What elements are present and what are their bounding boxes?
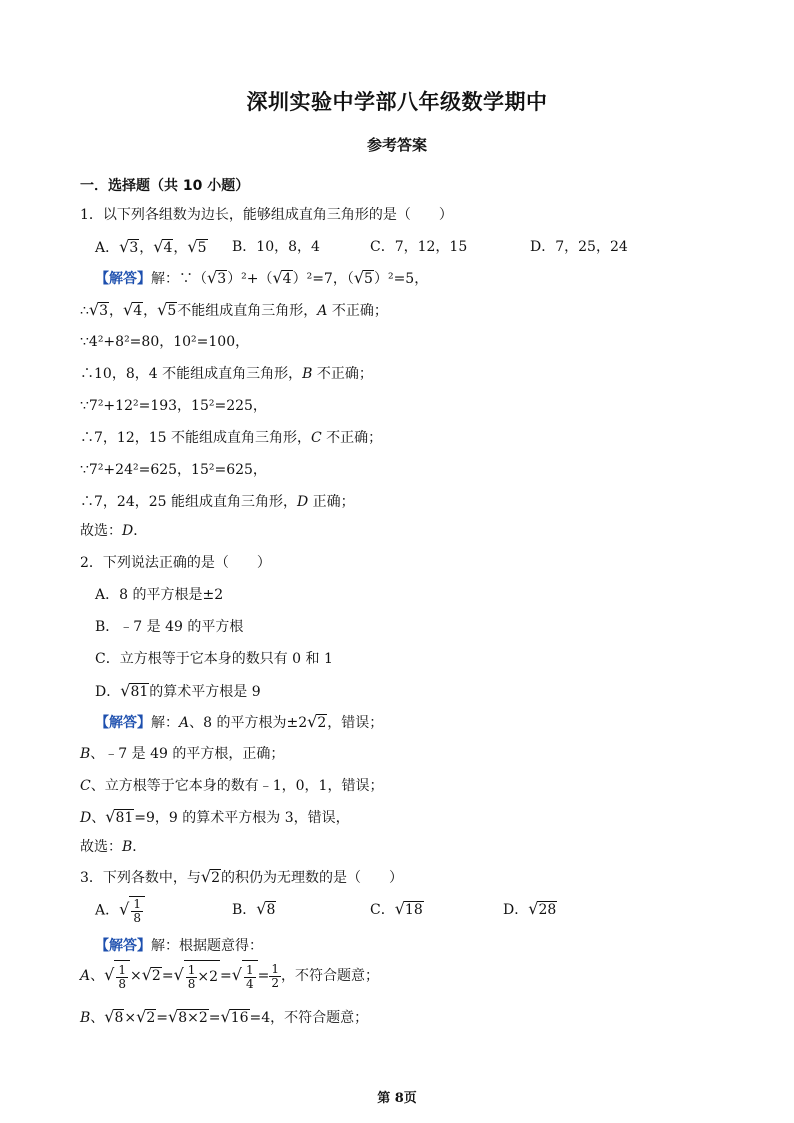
- q2-answer-line2: B、﹣7 是 49 的平方根，正确；: [80, 746, 285, 762]
- q1-option-d: D．7，25，24: [530, 239, 628, 255]
- q2-answer-line3: C、立方根等于它本身的数有﹣1，0，1，错误；: [80, 778, 384, 794]
- q1-option-c: C．7，12，15: [370, 239, 468, 255]
- answer-tag: 【解答】: [95, 271, 151, 287]
- q3-stem: 3．下列各数中，与√2的积仍为无理数的是（ ）: [80, 867, 404, 886]
- q2-option-c: C．立方根等于它本身的数只有 0 和 1: [95, 651, 333, 667]
- answer-tag: 【解答】: [95, 715, 151, 731]
- q2-stem: 2．下列说法正确的是（ ）: [80, 555, 271, 571]
- page-number: 第 8页: [377, 1091, 417, 1106]
- q3-answer-line1: 【解答】解：根据题意得：: [95, 938, 263, 954]
- q3-answer-line2: A、√ $\frac{1}{8}$ ×√2=√ $\frac{1}{8}$ ×2 =√ $\frac{1}{4}$ = $\frac{1}{2}$ ，不符合题意；: [80, 961, 379, 991]
- q1-answer-line5: ∵7²+12²=193，15²=225，: [80, 398, 267, 414]
- q1-answer-line7: ∵7²+24²=625，15²=625，: [80, 462, 267, 478]
- q2-option-d: D．√81的算术平方根是 9: [95, 681, 261, 700]
- q1-option-a: A．√3，√4，√5: [95, 237, 207, 256]
- q1-answer-line1: 【解答】解：∵（√3）²+（√4）²=7，（√5）²=5，: [95, 268, 429, 287]
- q2-answer-choice: 故选：B．: [80, 839, 147, 855]
- q3-answer-line3: B、√8×√2=√8×2=√16=4，不符合题意；: [80, 1007, 369, 1026]
- q2-option-b: B．﹣7 是 49 的平方根: [95, 619, 244, 635]
- answer-tag: 【解答】: [95, 938, 151, 954]
- q1-answer-line6: ∴7，12，15 不能组成直角三角形，C 不正确；: [80, 430, 383, 446]
- q1-answer-line8: ∴7，24，25 能组成直角三角形，D 正确；: [80, 494, 355, 510]
- q1-answer-choice: 故选：D．: [80, 523, 148, 539]
- q3-option-b: B．√8: [232, 899, 276, 918]
- section-heading: 一．选择题（共 10 小题）: [80, 178, 250, 194]
- q2-answer-line4: D、√81=9，9 的算术平方根为 3，错误，: [80, 807, 350, 826]
- q1-answer-line3: ∵4²+8²=80，10²=100，: [80, 334, 250, 350]
- q1-answer-line4: ∴10，8，4 不能组成直角三角形，B 不正确；: [80, 366, 373, 382]
- q3-option-a: A．√ $\frac{1}{8}$: [95, 896, 145, 925]
- page-subtitle: 参考答案: [366, 136, 427, 154]
- page-title: 深圳实验中学部八年级数学期中: [246, 90, 548, 114]
- q3-option-d: D．√28: [503, 899, 557, 918]
- q1-option-b: B．10，8，4: [232, 239, 320, 255]
- q1-stem: 1．以下列各组数为边长，能够组成直角三角形的是（ ）: [80, 207, 453, 223]
- q2-option-a: A．8 的平方根是±2: [95, 587, 224, 603]
- q1-answer-line2: ∴√3，√4，√5不能组成直角三角形，A 不正确；: [80, 300, 388, 319]
- q3-option-c: C．√18: [370, 899, 423, 918]
- q2-answer-line1: 【解答】解：A、8 的平方根为±2√2，错误；: [95, 712, 384, 731]
